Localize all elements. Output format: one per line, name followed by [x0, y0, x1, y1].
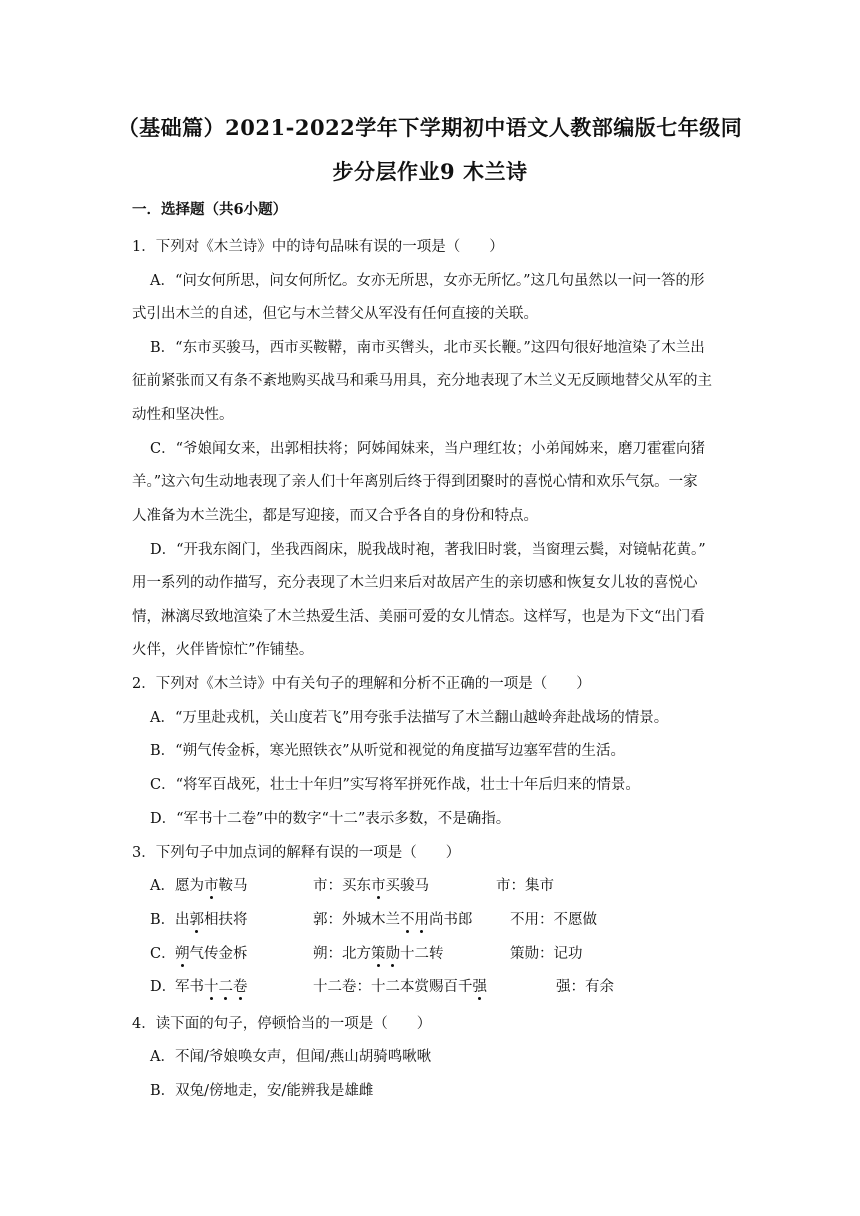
- question-2-option: B．“朔气传金柝，寒光照铁衣”从听觉和视觉的角度描写边塞军营的生活。: [150, 743, 625, 759]
- question-1-text-line: 火伴，火伴皆惊忙”作铺垫。: [132, 642, 314, 658]
- emphasis-dotted-char: 勋: [385, 946, 400, 962]
- question-1-text-line: A．“问女何所思，问女何所忆。女亦无所思，女亦无所忆。”这几句虽然以一问一答的形: [150, 273, 705, 289]
- question-1-stem: 1．下列对《木兰诗》中的诗句品味有误的一项是（ ）: [132, 239, 504, 255]
- question-3-option-d-meaning: 强：有余: [556, 979, 614, 995]
- question-3-option-c-explanation: 朔：北方策勋十二转: [313, 946, 444, 962]
- question-1-text-line: 征前紧张而又有条不紊地购买战马和乘马用具，充分地表现了木兰义无反顾地替父从军的主: [132, 373, 712, 389]
- emphasis-dotted-char: 不: [400, 912, 415, 928]
- question-4-option: A．不闻/爷娘唤女声，但闻/燕山胡骑鸣啾啾: [150, 1049, 432, 1065]
- question-2-option: C．“将军百战死，壮士十年归”实写将军拼死作战，壮士十年后归来的情景。: [150, 777, 640, 793]
- question-3-option-b-phrase: 出郭相扶将: [175, 912, 248, 928]
- question-3-option-c-phrase: 朔气传金柝: [175, 946, 248, 962]
- question-3-option-a-meaning: 市：集市: [496, 878, 554, 894]
- question-3-option-a-phrase: 愿为市鞍马: [175, 878, 248, 894]
- question-3-option-c-letter: C．: [150, 946, 176, 962]
- question-2-option: D．“军书十二卷”中的数字“十二”表示多数，不是确指。: [150, 811, 511, 827]
- emphasis-dotted-char: 市: [204, 878, 219, 894]
- document-title-line-2: 步分层作业9 木兰诗: [332, 159, 528, 184]
- question-3-option-a-explanation: 市：买东市买骏马: [313, 878, 429, 894]
- emphasis-dotted-char: 朔: [175, 946, 190, 962]
- emphasis-dotted-char: 策: [371, 946, 386, 962]
- question-1-text-line: 人准备为木兰洗尘，都是写迎接，而又合乎各自的身份和特点。: [132, 508, 538, 524]
- question-1-text-line: 式引出木兰的自述，但它与木兰替父从军没有任何直接的关联。: [132, 306, 538, 322]
- emphasis-dotted-char: 二: [218, 979, 233, 995]
- emphasis-dotted-char: 市: [371, 878, 386, 894]
- question-3-option-d-phrase: 军书十二卷: [175, 979, 248, 995]
- question-3-option-b-letter: B．: [150, 912, 176, 928]
- question-1-text-line: B．“东市买骏马，西市买鞍鞯，南市买辔头，北市买长鞭。”这四句很好地渲染了木兰出: [150, 340, 705, 356]
- question-1-text-line: 羊。”这六句生动地表现了亲人们十年离别后终于得到团聚时的喜悦心情和欢乐气氛。一家: [132, 474, 698, 490]
- question-3-option-d-letter: D．: [150, 979, 177, 995]
- section-heading: 一．选择题（共6小题）: [132, 201, 288, 218]
- emphasis-dotted-char: 卷: [233, 979, 248, 995]
- question-1-text-line: D．“开我东阁门，坐我西阁床，脱我战时袍，著我旧时裳，当窗理云鬓，对镜帖花黄。”: [150, 542, 706, 558]
- question-4-stem: 4．读下面的句子，停顿恰当的一项是（ ）: [132, 1016, 432, 1032]
- question-1-text-line: 情，淋漓尽致地渲染了木兰热爱生活、美丽可爱的女儿情态。这样写，也是为下文“出门看: [132, 609, 705, 625]
- document-title-line-1: （基础篇）2021-2022学年下学期初中语文人教部编版七年级同: [117, 115, 743, 140]
- emphasis-dotted-char: 用: [414, 912, 429, 928]
- question-1-text-line: 动性和坚决性。: [132, 407, 234, 423]
- question-3-option-b-meaning: 不用：不愿做: [510, 912, 597, 928]
- question-3-option-a-letter: A．: [150, 878, 175, 894]
- question-3-option-c-meaning: 策勋：记功: [510, 946, 583, 962]
- question-4-option: B．双兔/傍地走，安/能辨我是雄雌: [150, 1083, 374, 1099]
- question-3-option-d-explanation: 十二卷：十二本赏赐百千强: [313, 979, 487, 995]
- question-3-stem: 3．下列句子中加点词的解释有误的一项是（ ）: [132, 845, 461, 861]
- emphasis-dotted-char: 十: [204, 979, 219, 995]
- emphasis-dotted-char: 郭: [189, 912, 204, 928]
- question-2-stem: 2．下列对《木兰诗》中有关句子的理解和分析不正确的一项是（ ）: [132, 676, 591, 692]
- question-1-text-line: C．“爷娘闻女来，出郭相扶将；阿姊闻妹来，当户理红妆；小弟闻姊来，磨刀霍霍向猪: [150, 441, 706, 457]
- question-1-text-line: 用一系列的动作描写，充分表现了木兰归来后对故居产生的亲切感和恢复女儿妆的喜悦心: [132, 575, 698, 591]
- emphasis-dotted-char: 强: [472, 979, 487, 995]
- question-3-option-b-explanation: 郭：外城木兰不用尚书郎: [313, 912, 473, 928]
- question-2-option: A．“万里赴戎机，关山度若飞”用夸张手法描写了木兰翻山越岭奔赴战场的情景。: [150, 710, 669, 726]
